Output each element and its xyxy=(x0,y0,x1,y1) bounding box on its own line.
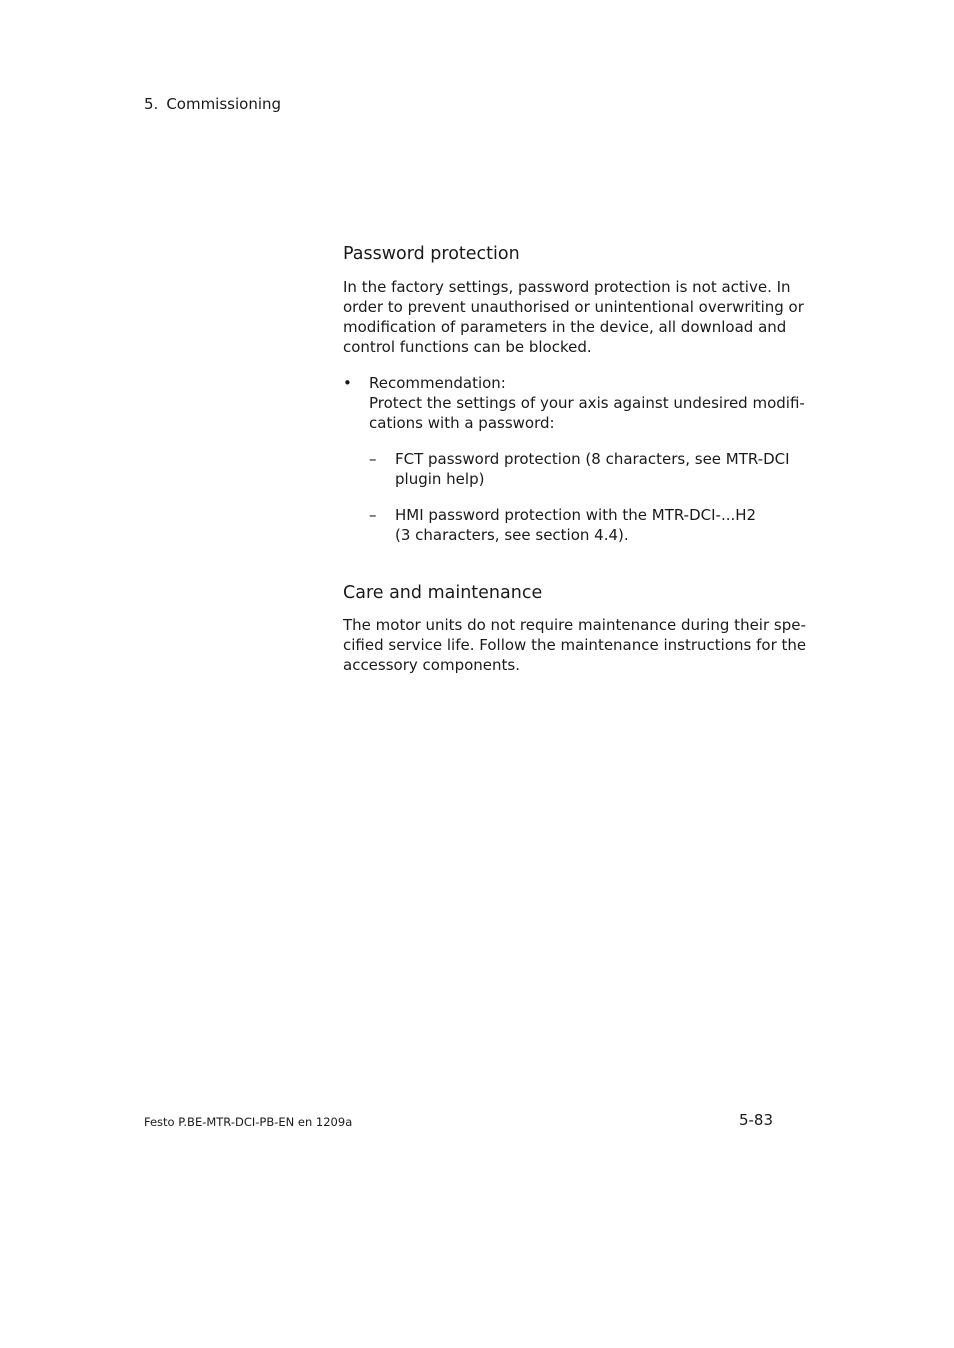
paragraph-line: control functions can be blocked. xyxy=(343,338,592,356)
paragraph-line: cified service life. Follow the maintenance instructions for the xyxy=(343,636,807,654)
fct-password-item xyxy=(395,449,790,489)
paragraph-line: The motor units do not require maintenance during their spe- xyxy=(343,616,806,634)
dash-marker: – xyxy=(369,506,377,524)
chapter-number: 5. xyxy=(144,95,159,113)
paragraph-line: In the factory settings, password protection is not active. In xyxy=(343,278,791,296)
page-number: 5-83 xyxy=(738,1111,773,1129)
dash-marker: – xyxy=(369,450,377,468)
recommendation-label: Recommendation: xyxy=(369,374,506,392)
care-maintenance-heading: Care and maintenance xyxy=(343,583,543,603)
list-item-line: plugin help) xyxy=(395,470,485,488)
password-protection-heading: Password protection xyxy=(343,244,520,264)
bullet-line: cations with a password: xyxy=(369,414,555,432)
recommendation-bullet xyxy=(369,373,805,433)
bullet-marker: • xyxy=(343,374,352,392)
care-maintenance-paragraph xyxy=(343,615,807,675)
hmi-password-item xyxy=(395,505,756,545)
list-item-line: FCT password protection (8 characters, see MTR-DCI xyxy=(395,450,790,468)
paragraph-line: order to prevent unauthorised or unintentional overwriting or xyxy=(343,298,804,316)
paragraph-line: accessory components. xyxy=(343,656,520,674)
paragraph-line: modification of parameters in the device, all download and xyxy=(343,318,787,336)
list-item-line: (3 characters, see section 4.4). xyxy=(395,526,629,544)
password-intro-paragraph xyxy=(343,277,804,357)
bullet-line: Protect the settings of your axis against undesired modifi- xyxy=(369,394,805,412)
list-item-line: HMI password protection with the MTR-DCI-...H2 xyxy=(395,506,757,524)
chapter-header xyxy=(144,94,281,114)
chapter-title: Commissioning xyxy=(166,95,282,113)
footer-document-id: Festo P.BE-MTR-DCI-PB-EN en 1209a xyxy=(144,1115,353,1129)
